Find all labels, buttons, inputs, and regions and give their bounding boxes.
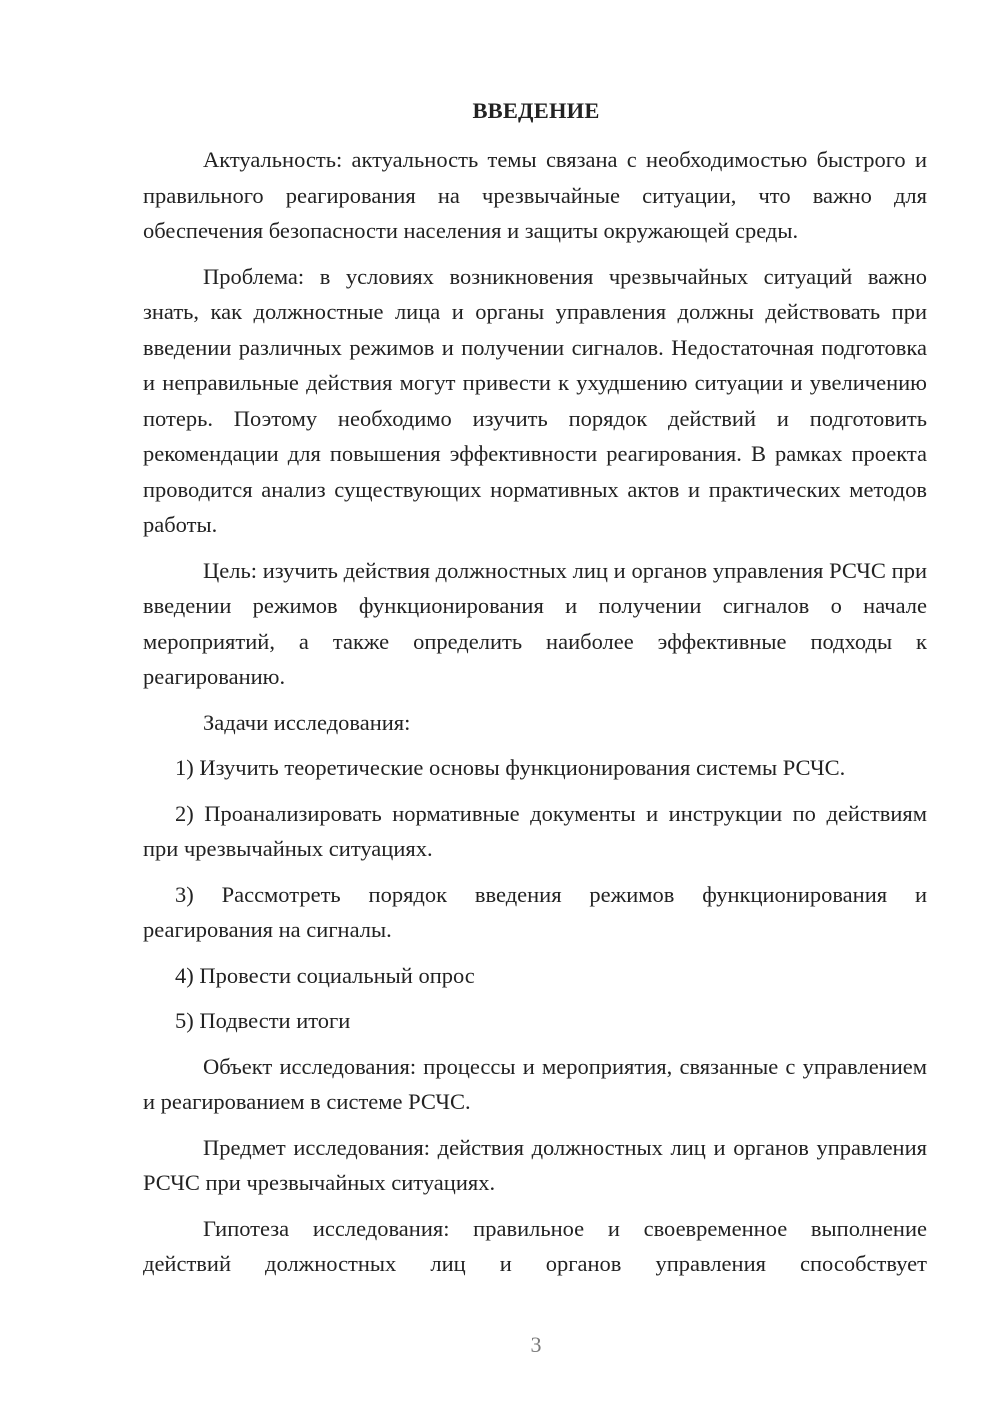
paragraph-object: Объект исследования: процессы и мероприятия, связанные с управлением и реагированием в системе РСЧС. (143, 1053, 927, 1114)
page-number: 3 (530, 1332, 542, 1357)
task-item-4: 4) Провести социальный опрос (175, 962, 475, 988)
paragraph-problem: Проблема: в условиях возникновения чрезвычайных ситуаций важно знать, как должностные лица и органы управления должны действовать при введении различных режимов и получении сигналов. Недостаточная подготовка и неправильные действия могут привести к ухудшению ситуации и увеличению потерь. Поэтому необходимо изучить порядок действий и подготовить рекомендации для повышения эффективности реагирования. В рамках проекта проводится анализ существующих нормативных актов и практических методов работы. (143, 263, 927, 537)
document-body (143, 142, 927, 1282)
page-title: ВВЕДЕНИЕ (472, 98, 600, 123)
task-item-2: 2) Проанализировать нормативные документы и инструкции по действиям при чрезвычайных ситуациях. (143, 800, 927, 861)
paragraph-relevance: Актуальность: актуальность темы связана с необходимостью быстрого и правильного реагирования на чрезвычайные ситуации, что важно для обеспечения безопасности населения и защиты окружающей среды. (143, 147, 927, 243)
task-item-5: 5) Подвести итоги (175, 1008, 351, 1033)
task-item-1: 1) Изучить теоретические основы функционирования системы РСЧС. (175, 755, 846, 780)
tasks-heading: Задачи исследования: (203, 709, 411, 735)
paragraph-subject: Предмет исследования: действия должностных лиц и органов управления РСЧС при чрезвычайных ситуациях. (143, 1134, 927, 1195)
paragraph-goal: Цель: изучить действия должностных лиц и органов управления РСЧС при введении режимов функционирования и получении сигналов о начале мероприятий, а также определить наиболее эффективные подходы к реагированию. (143, 557, 927, 689)
task-item-3: 3) Рассмотреть порядок введения режимов функционирования и реагирования на сигналы. (143, 881, 927, 942)
paragraph-hypothesis: Гипотеза исследования: правильное и своевременное выполнение действий должностных лиц и органов управления способствует (143, 1215, 927, 1276)
